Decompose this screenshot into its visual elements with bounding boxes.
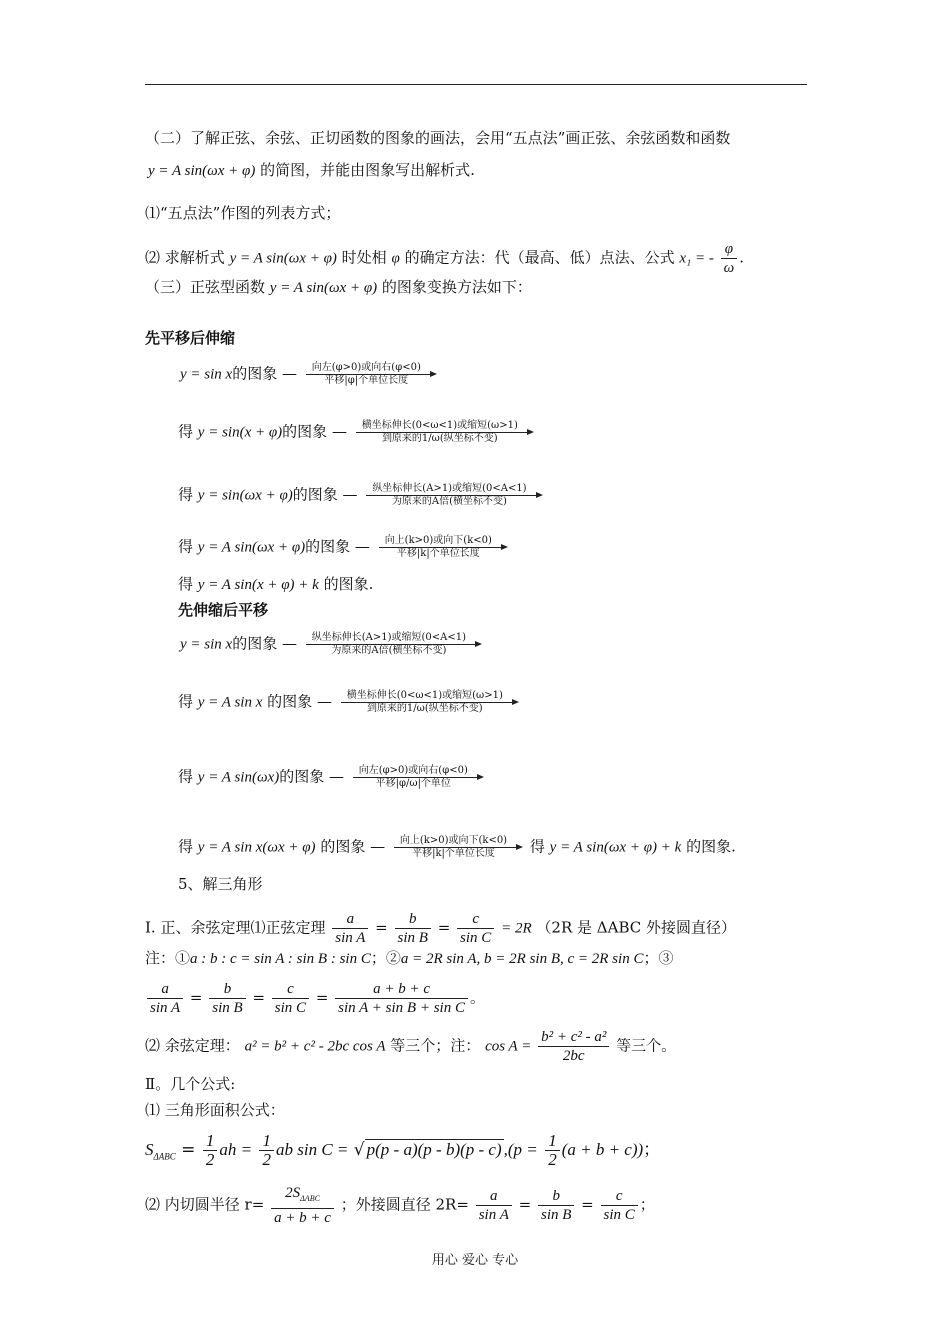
cosine-law-line: ⑵ 余弦定理： a² = b² + c² - 2bc cos A 等三个；注： cos A = $\frac{\text{b² + c² - a²}}{2bc}$ 等三个。 bbox=[145, 1029, 677, 1064]
phi-over-omega: $\frac{\varphi}{\omega}$ bbox=[721, 240, 738, 277]
radius-formulas: ⑵ 内切圆半径 r= $\frac{2S_{\Delta ABC}}{a + b + c}$ ；外接圆直径 2R= $\frac{a}{\text{sin A}}$ = $\frac{b}{\text{sin B}}$ = $\frac{c}{\text{sin C}}$ ； bbox=[145, 1185, 655, 1226]
area-formula: $S_{\Delta ABC}$ = $\frac{1}{2}$ ah = $\frac{1}{2}$ ab sin C = √ p(p - a)(p - b)(p - c) ,(p = $\frac{1}{2}$ (a + b + c))； bbox=[145, 1131, 661, 1169]
m2-step4: 得 y = A sin x(ωx + φ) 的图象 — 向上(k>0)或向下(k<0) 平移|k|个单位长度 得 y = A sin(ωx + φ) + k 的图象. bbox=[178, 835, 736, 859]
m1-step1: y = sin x的图象 — 向左(φ>0)或向右(φ<0) 平移|φ|个单位长度 bbox=[180, 362, 439, 387]
section2-formula-line: y = A sin(ωx + φ) 的简图，并能由图象写出解析式. bbox=[148, 161, 475, 179]
m1-step4: 得 y = A sin(ωx + φ)的图象 — 向上(k>0)或向下(k<0) 平移|k|个单位长度 bbox=[178, 535, 510, 560]
sine-law-notes: 注：①a : b : c = sin A : sin B : sin C；②a = 2R sin A, b = 2R sin B, c = 2R sin C；③ bbox=[145, 949, 674, 967]
section2-item1: ⑴“五点法”作图的列表方式； bbox=[145, 204, 341, 222]
method2-heading: 先伸缩后平移 bbox=[178, 601, 269, 619]
triangle-heading: 5、解三角形 bbox=[178, 875, 263, 893]
page-footer: 用心 爱心 专心 bbox=[431, 1253, 519, 1268]
arrow-scale-x: 横坐标伸长(0<ω<1)或缩短(ω>1) 到原来的1/ω(纵坐标不变) bbox=[356, 420, 532, 445]
arrow-shift-vertical: 向上(k>0)或向下(k<0) 平移|k|个单位长度 bbox=[379, 535, 506, 560]
section2-item2: ⑵ 求解析式 y = A sin(ωx + φ) 时处相 φ 的确定方法：代（最高、低）点法、公式 x₁ = - $\frac{\varphi}{\omega}$ . bbox=[145, 241, 745, 276]
m2-step2: 得 y = A sin x 的图象 — 横坐标伸长(0<ω<1)或缩短(ω>1) 到原来的1/ω(纵坐标不变) bbox=[178, 690, 521, 715]
arrow-shift-vertical-2: 向上(k>0)或向下(k<0) 平移|k|个单位长度 bbox=[394, 835, 521, 860]
cosine-fraction: $\frac{\text{b² + c² - a²}}{2bc}$ bbox=[538, 1028, 609, 1065]
section2-intro: （二）了解正弦、余弦、正切函数的图象的画法，会用“五点法”画正弦、余弦函数和函数 bbox=[145, 129, 731, 147]
arrow-scale-y: 纵坐标伸长(A>1)或缩短(0<A<1) 为原来的A倍(横坐标不变) bbox=[366, 483, 540, 508]
arrow-scale-y-2: 纵坐标伸长(A>1)或缩短(0<A<1) 为原来的A倍(横坐标不变) bbox=[306, 632, 480, 657]
area-label: ⑴ 三角形面积公式： bbox=[145, 1101, 285, 1119]
section3-intro: （三）正弦型函数 y = A sin(ωx + φ) 的图象变换方法如下： bbox=[145, 278, 532, 296]
arrow-shift-2: 向左(φ>0)或向右(φ<0) 平移|φ/ω|个单位 bbox=[353, 765, 482, 790]
header-rule bbox=[145, 84, 807, 85]
method1-heading: 先平移后伸缩 bbox=[145, 329, 236, 347]
arrow-shift: 向左(φ>0)或向右(φ<0) 平移|φ|个单位长度 bbox=[306, 362, 435, 387]
m2-step3: 得 y = A sin(ωx)的图象 — 向左(φ>0)或向右(φ<0) 平移|φ/ω|个单位 bbox=[178, 765, 486, 790]
sine-ratio-line: $\frac{a}{\text{sin A}}$ = $\frac{b}{\text{sin B}}$ = $\frac{c}{\text{sin C}}$ = $\frac{a + b + c}{\text{sin A + sin B + sin C}}$ 。 bbox=[145, 980, 485, 1017]
m1-step2: 得 y = sin(x + φ)的图象 — 横坐标伸长(0<ω<1)或缩短(ω>1) 到原来的1/ω(纵坐标不变) bbox=[178, 420, 536, 445]
m2-step1: y = sin x的图象 — 纵坐标伸长(A>1)或缩短(0<A<1) 为原来的A倍(横坐标不变) bbox=[180, 632, 484, 657]
arrow-scale-x-2: 横坐标伸长(0<ω<1)或缩短(ω>1) 到原来的1/ω(纵坐标不变) bbox=[341, 690, 517, 715]
m1-step3: 得 y = sin(ωx + φ)的图象 — 纵坐标伸长(A>1)或缩短(0<A<1) 为原来的A倍(横坐标不变) bbox=[178, 483, 545, 508]
sine-law-line: Ⅰ. 正、余弦定理⑴正弦定理 $\frac{a}{\text{sin A}}$ = $\frac{b}{\text{sin B}}$ = $\frac{c}{\text{sin C}}$ = 2R （2R 是 ΔABC 外接圆直径） bbox=[145, 911, 737, 946]
formulas-heading: Ⅱ。几个公式: bbox=[145, 1075, 236, 1093]
m1-step5: 得 y = A sin(x + φ) + k 的图象. bbox=[178, 575, 374, 593]
